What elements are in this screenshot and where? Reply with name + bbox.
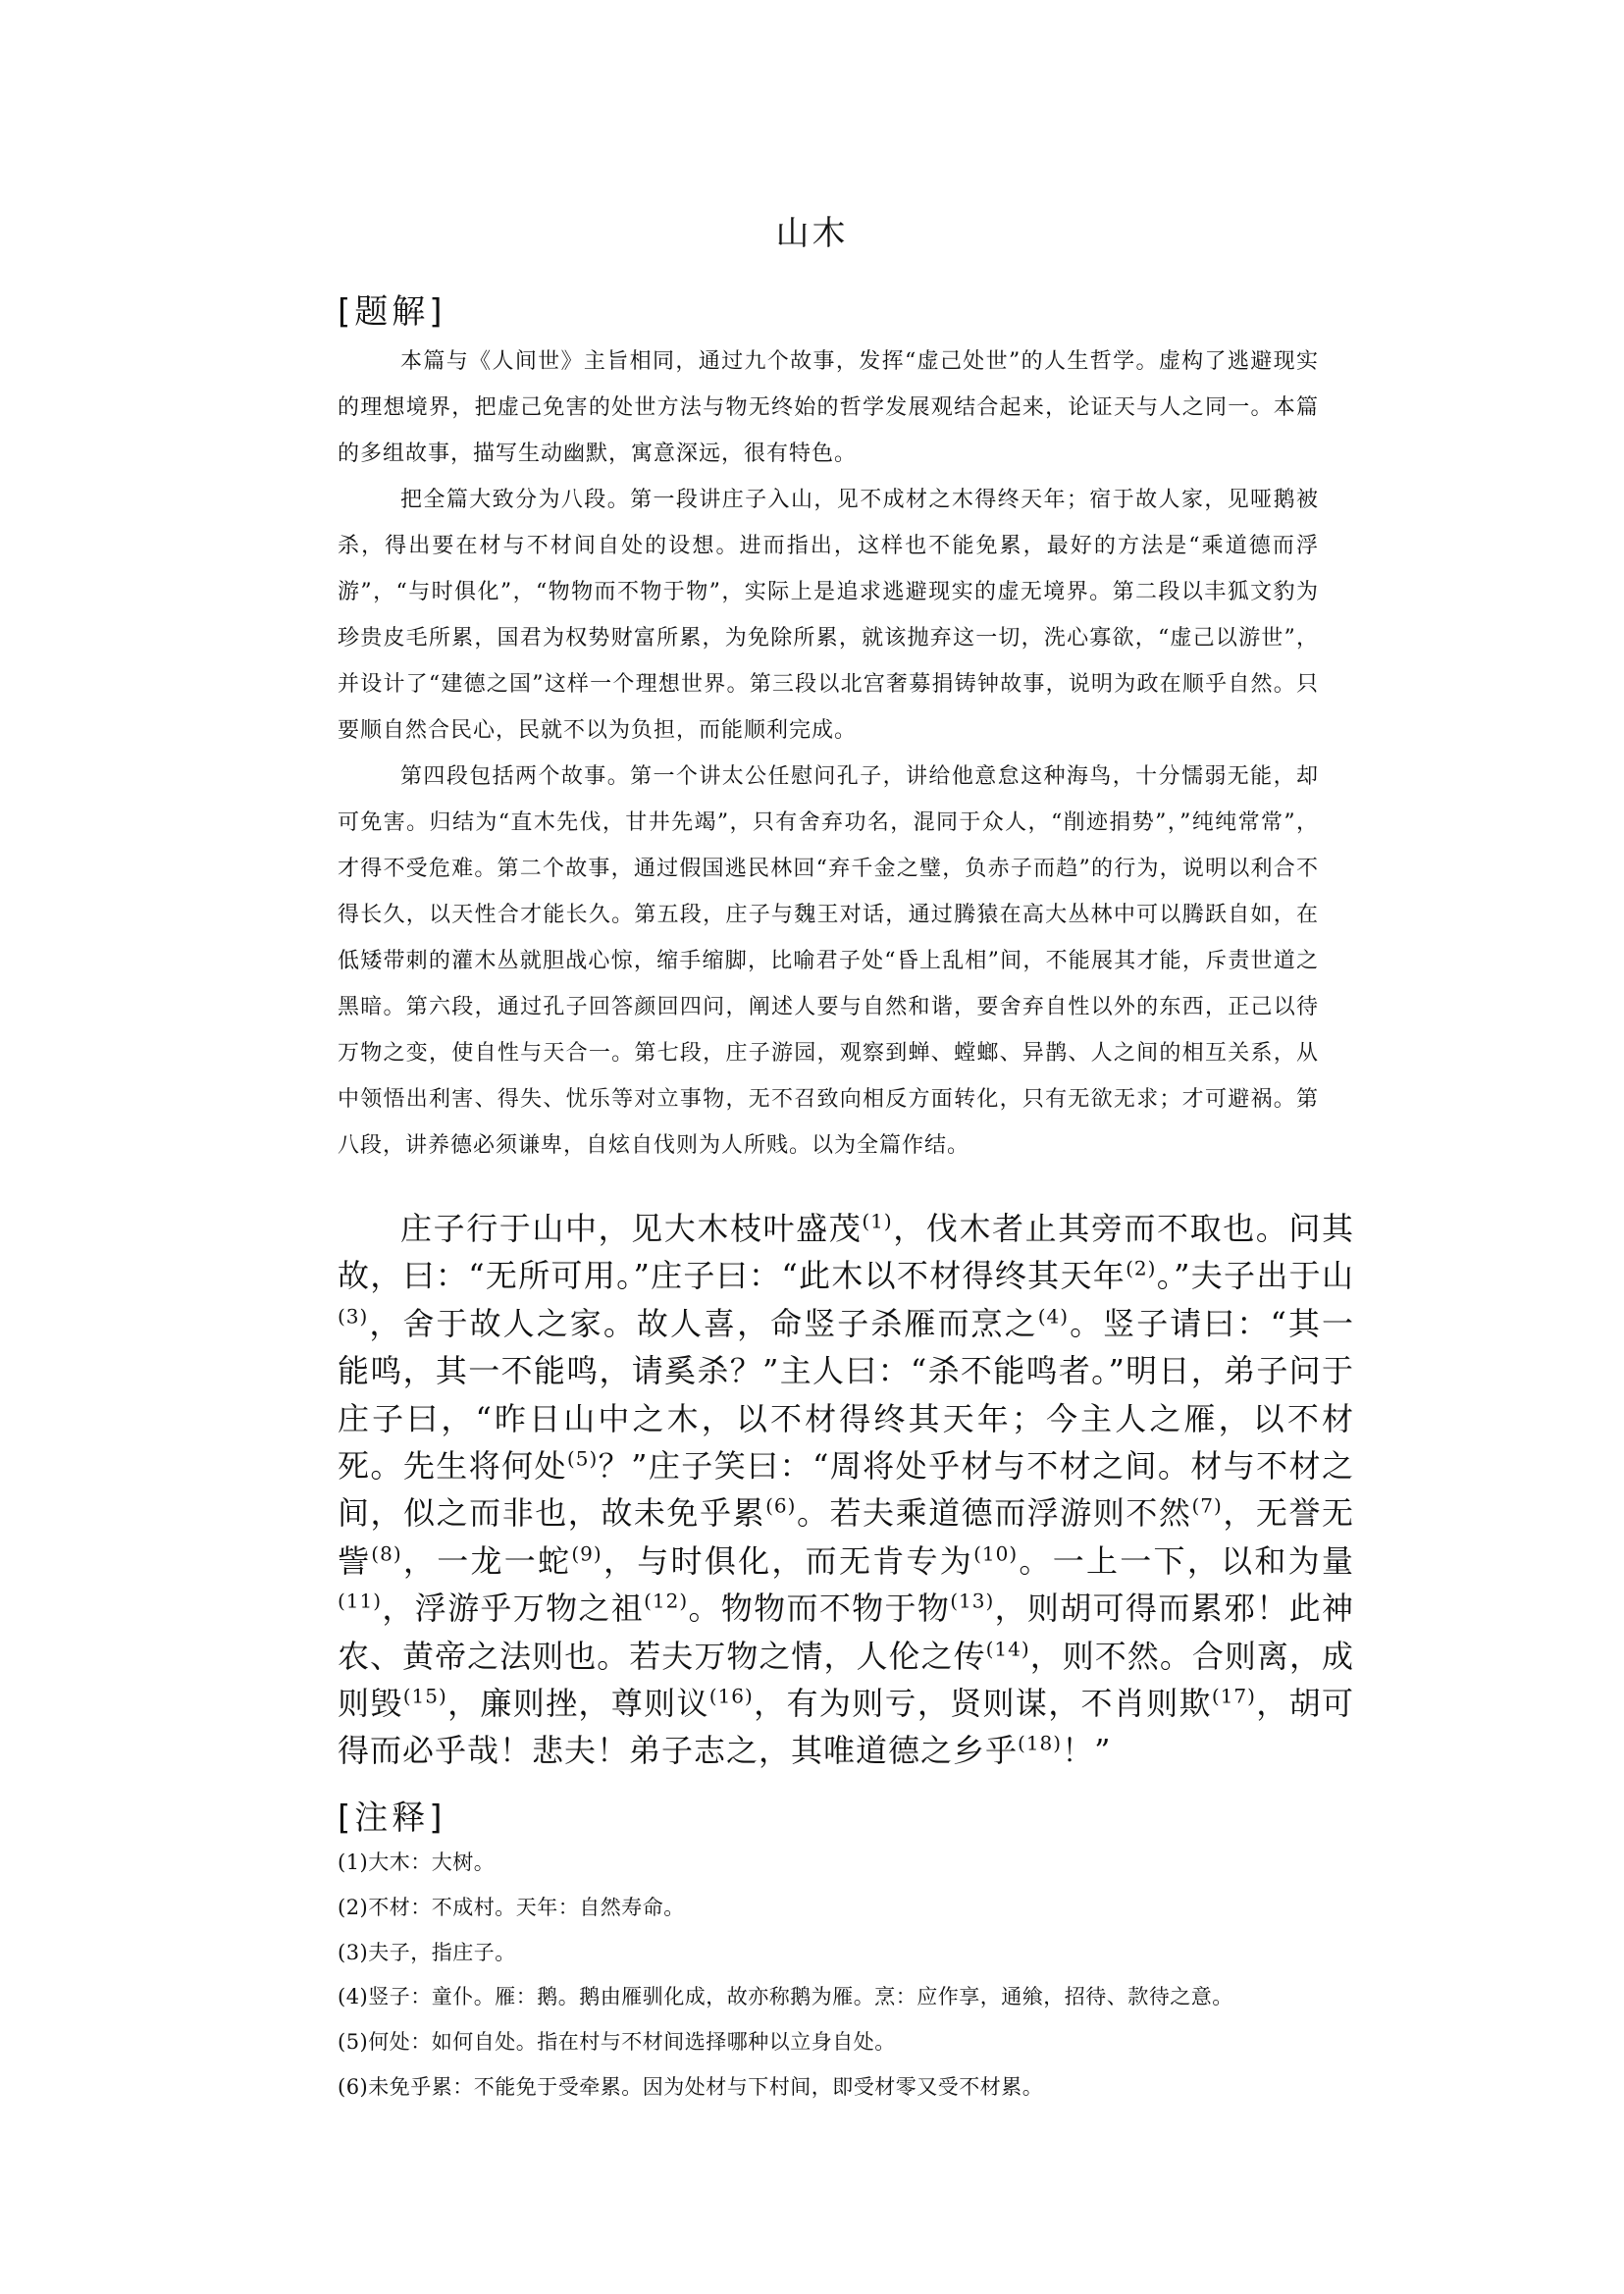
main-text-segment: 庄子行于山中，见大木枝叶盛茂 [400,1210,863,1247]
note-item: (6)未免乎累：不能免于受牵累。因为处材与下村间，即受材零又受不材累。 [338,2074,1044,2099]
footnote-ref: (7) [1191,1493,1223,1518]
footnote-ref: (6) [765,1493,797,1518]
intro-section [338,339,1319,1169]
main-text-segment: ，与时俱化，而无肯专为 [602,1541,974,1580]
footnote-ref: (14) [985,1637,1030,1660]
main-text-segment: ，舍于故人之家。故人喜，命竖子杀雁而烹之 [368,1304,1038,1342]
main-text-segment: ，伐木者止其旁而不取也。问其故，曰：“无所可用。”庄子曰：“此木以不材得终其天年 [338,1210,1354,1295]
footnote-ref: (18) [1018,1731,1063,1755]
intro-heading: [题解] [338,292,446,332]
footnote-ref: (11) [338,1589,383,1613]
main-text-segment: ？”庄子笑曰：“周将处乎材与不材之间。材与不材之间，似之而非也，故未免乎累 [338,1447,1354,1533]
main-text-segment: ，廉则挫，尊则议 [446,1685,709,1723]
note-item: (5)何处：如何自处。指在村与不材间选择哪种以立身自处。 [338,2030,896,2055]
page-title: 山木 [775,214,849,253]
footnote-ref: (16) [708,1684,754,1708]
footnote-ref: (15) [402,1684,447,1708]
intro-paragraph: 第四段包括两个故事。第一个讲太公任慰问孔子，讲给他意怠这种海鸟，十分懦弱无能，却可免害。归结为“直木先伐，甘井先竭”，只有舍弃功名，混同于众人，“削迹捐势”，”纯纯常常”，才得不受危难。第二个故事，通过假国逃民林回“弃千金之璧，负赤子而趋”的行为，说明以利合不得长久，以天性合才能长久。第五段，庄子与魏王对话，通过腾猿在高大丛林中可以腾跃自如，在低矮带刺的灌木丛就胆战心惊，缩手缩脚，比喻君子处“昏上乱相”间，不能展其才能，斥责世道之黑暗。第六段，通过孔子回答颜回四问，阐述人要与自然和谐，要舍弃自性以外的东西，正己以待万物之变，使自性与天合一。第七段，庄子游园，观察到蝉、螳螂、异鹊、人之间的相互关系，从中领悟出利害、得失、忧乐等对立事物，无不召致向相反方面转化，只有无欲无求；才可避祸。第八段，讲养德必须谦卑，自炫自伐则为人所贱。以为全篇作结。 [338,764,1319,1158]
intro-paragraph: 把全篇大致分为八段。第一段讲庄子入山，见不成材之木得终天年；宿于故人家，见哑鹅被杀，得出要在材与不材间自处的设想。进而指出，这样也不能免累，最好的方法是“乘道德而浮游”，“与时俱化”，“物物而不物于物”，实际上是追求逃避现实的虚无境界。第二段以丰狐文豹为珍贵皮毛所累，国君为权势财富所累，为免除所累，就该抛弃这一切，洗心寡欲，“虚己以游世”，并设计了“建德之国”这样一个理想世界。第三段以北宫奢募捐铸钟故事，说明为政在顺乎自然。只要顺自然合民心，民就不以为负担，而能顺利完成。 [338,488,1319,743]
footnote-ref: (5) [566,1446,599,1471]
notes-list [338,1841,1378,2111]
main-text-segment: ，一龙一蛇 [401,1541,572,1580]
main-text-segment: ！” [1062,1732,1112,1770]
note-item: (4)竖子：童仆。雁：鹅。鹅由雁驯化成，故亦称鹅为雁。烹：应作享，通飨，招待、款待之意。 [338,1985,1233,2009]
footnote-ref: (10) [973,1541,1019,1566]
main-text-segment: 。物物而不物于物 [688,1590,951,1628]
footnote-ref: (9) [571,1541,602,1566]
main-text-segment: 。”夫子出于山 [1156,1257,1354,1295]
main-text-segment: ，浮游乎万物之祖 [382,1590,645,1628]
note-item: (2)不材：不成村。天年：自然寿命。 [338,1895,685,1919]
main-text-segment: 。竖子请曰：“其一能鸣，其一不能鸣，请奚杀？”主人曰：“杀不能鸣者。”明日，弟子问于庄子曰，“昨日山中之木，以不材得终其天年；今主人之雁，以不材死。先生将何处 [338,1304,1354,1486]
notes-heading: [注释] [338,1799,446,1838]
main-text-segment: ，胡可得而必乎哉！悲夫！弟子志之，其唯道德之乡乎 [338,1685,1354,1770]
footnote-ref: (13) [950,1589,995,1613]
main-text [338,1205,1354,1775]
intro-paragraph: 本篇与《人间世》主旨相同，通过九个故事，发挥“虚己处世”的人生哲学。虚构了逃避现实的理想境界，把虚己免害的处世方法与物无终始的哲学发展观结合起来，论证天与人之同一。本篇的多组故事，描写生动幽默，寓意深远，很有特色。 [338,349,1319,466]
note-item: (1)大木：大树。 [338,1851,496,1874]
main-text-segment: ，则胡可得而累邪！此神农、黄帝之法则也。若夫万物之情，人伦之传 [338,1590,1354,1675]
main-text-segment: ，无誉无訾 [338,1494,1354,1580]
footnote-ref: (17) [1211,1684,1256,1708]
footnote-ref: (12) [644,1589,689,1613]
note-item: (3)夫子，指庄子。 [338,1940,516,1964]
footnote-ref: (1) [862,1209,893,1233]
main-text-segment: ，则不然。合则离，成则毁 [338,1637,1354,1723]
main-text-segment: 。若夫乘道德而浮游则不然 [796,1494,1192,1533]
footnote-ref: (3) [338,1304,369,1329]
footnote-ref: (2) [1126,1256,1157,1280]
footnote-ref: (8) [371,1541,402,1566]
footnote-ref: (4) [1037,1304,1070,1329]
main-text-segment: 。一上一下，以和为量 [1018,1541,1354,1580]
main-text-segment: ，有为则亏，贤则谋，不肖则欺 [753,1685,1212,1723]
